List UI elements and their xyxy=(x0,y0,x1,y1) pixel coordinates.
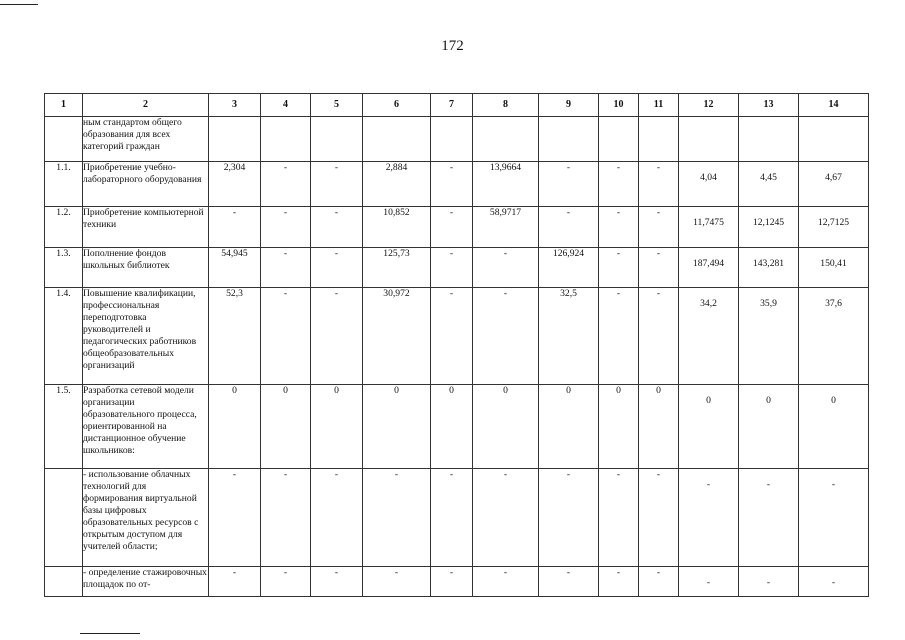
cell-value: 0 xyxy=(639,385,679,469)
cell-value: 0 xyxy=(679,385,739,469)
cell-value: 10,852 xyxy=(363,207,431,248)
row-number xyxy=(45,117,83,162)
table-row xyxy=(45,288,869,385)
cell-value: 0 xyxy=(363,385,431,469)
cell-value xyxy=(639,117,679,162)
row-description: ным стандартом общего образования для всех категорий граждан xyxy=(83,117,209,162)
cell-value: - xyxy=(739,567,799,597)
cell-value: - xyxy=(261,162,311,207)
table-row xyxy=(45,385,869,469)
cell-value: 0 xyxy=(209,385,261,469)
row-description: - определение стажировочных площадок по от- xyxy=(83,567,209,597)
cell-value: - xyxy=(311,567,363,597)
cell-value: 2,304 xyxy=(209,162,261,207)
table-row xyxy=(45,248,869,288)
cell-value: - xyxy=(539,207,599,248)
cell-value: 0 xyxy=(739,385,799,469)
cell-value: - xyxy=(679,567,739,597)
row-description: Приобретение учебно-лабораторного оборудования xyxy=(83,162,209,207)
row-number: 1.2. xyxy=(45,207,83,248)
cell-value: 126,924 xyxy=(539,248,599,288)
row-description: Повышение квалификации, профессиональная переподготовка руководителей и педагогических работников общеобразовательных организаций xyxy=(83,288,209,385)
cell-value: - xyxy=(639,288,679,385)
cell-value xyxy=(209,117,261,162)
cell-value xyxy=(311,117,363,162)
column-header: 3 xyxy=(209,94,261,117)
table-header-row xyxy=(45,94,869,117)
column-header: 6 xyxy=(363,94,431,117)
cell-value: - xyxy=(311,469,363,567)
cell-value: - xyxy=(431,248,473,288)
cell-value: 11,7475 xyxy=(679,207,739,248)
row-number xyxy=(45,469,83,567)
cell-value: - xyxy=(209,469,261,567)
cell-value: 0 xyxy=(431,385,473,469)
cell-value: - xyxy=(799,469,869,567)
cell-value: - xyxy=(799,567,869,597)
row-description: Приобретение компьютерной техники xyxy=(83,207,209,248)
column-header: 11 xyxy=(639,94,679,117)
cell-value: - xyxy=(599,248,639,288)
cell-value: - xyxy=(599,288,639,385)
column-header: 2 xyxy=(83,94,209,117)
row-number: 1.5. xyxy=(45,385,83,469)
cell-value: - xyxy=(311,162,363,207)
cell-value: 35,9 xyxy=(739,288,799,385)
cell-value: - xyxy=(431,469,473,567)
column-header: 12 xyxy=(679,94,739,117)
cell-value: - xyxy=(679,469,739,567)
cell-value: - xyxy=(261,567,311,597)
cell-value xyxy=(261,117,311,162)
cell-value: - xyxy=(473,469,539,567)
cell-value: - xyxy=(473,567,539,597)
cell-value: 0 xyxy=(799,385,869,469)
cell-value: 0 xyxy=(261,385,311,469)
column-header: 5 xyxy=(311,94,363,117)
page-number: 172 xyxy=(441,38,464,54)
cell-value: 32,5 xyxy=(539,288,599,385)
column-header: 9 xyxy=(539,94,599,117)
cell-value: - xyxy=(209,207,261,248)
cell-value: - xyxy=(739,469,799,567)
cell-value: - xyxy=(363,469,431,567)
cell-value: - xyxy=(599,207,639,248)
table-row xyxy=(45,567,869,597)
cell-value: - xyxy=(311,248,363,288)
cell-value: - xyxy=(639,248,679,288)
cell-value: - xyxy=(639,567,679,597)
cell-value xyxy=(431,117,473,162)
row-description: Пополнение фондов школьных библиотек xyxy=(83,248,209,288)
cell-value: - xyxy=(261,207,311,248)
column-header: 1 xyxy=(45,94,83,117)
cell-value: 12,1245 xyxy=(739,207,799,248)
cell-value: 58,9717 xyxy=(473,207,539,248)
cell-value: - xyxy=(261,469,311,567)
cell-value xyxy=(679,117,739,162)
cell-value: 34,2 xyxy=(679,288,739,385)
cell-value: - xyxy=(261,248,311,288)
column-header: 4 xyxy=(261,94,311,117)
row-description: Разработка сетевой модели организации образовательного процесса, ориентированной на дистанционное обучение школьников: xyxy=(83,385,209,469)
cell-value: - xyxy=(539,469,599,567)
cell-value: 12,7125 xyxy=(799,207,869,248)
cell-value: 125,73 xyxy=(363,248,431,288)
cell-value xyxy=(799,117,869,162)
cell-value: 2,884 xyxy=(363,162,431,207)
cell-value: - xyxy=(539,162,599,207)
cell-value xyxy=(473,117,539,162)
cell-value: 187,494 xyxy=(679,248,739,288)
column-header: 7 xyxy=(431,94,473,117)
cell-value: - xyxy=(311,207,363,248)
cell-value xyxy=(363,117,431,162)
cell-value: 52,3 xyxy=(209,288,261,385)
cell-value: 4,04 xyxy=(679,162,739,207)
cell-value: - xyxy=(539,567,599,597)
row-number: 1.1. xyxy=(45,162,83,207)
cell-value: 0 xyxy=(311,385,363,469)
row-number xyxy=(45,567,83,597)
cell-value: - xyxy=(431,288,473,385)
cell-value: - xyxy=(431,162,473,207)
table-row xyxy=(45,162,869,207)
cell-value: - xyxy=(431,567,473,597)
column-header: 13 xyxy=(739,94,799,117)
cell-value: 30,972 xyxy=(363,288,431,385)
cell-value: - xyxy=(599,469,639,567)
cell-value: 54,945 xyxy=(209,248,261,288)
cell-value xyxy=(539,117,599,162)
row-description: - использование облачных технологий для формирования виртуальной базы цифровых образовательных ресурсов с открытым доступом для учителей области; xyxy=(83,469,209,567)
column-header: 8 xyxy=(473,94,539,117)
cell-value: - xyxy=(209,567,261,597)
cell-value: - xyxy=(599,162,639,207)
cell-value: - xyxy=(431,207,473,248)
cell-value: - xyxy=(473,288,539,385)
cell-value: 0 xyxy=(539,385,599,469)
column-header: 10 xyxy=(599,94,639,117)
row-number: 1.4. xyxy=(45,288,83,385)
cell-value: 4,45 xyxy=(739,162,799,207)
cell-value: - xyxy=(599,567,639,597)
cell-value: 37,6 xyxy=(799,288,869,385)
column-header: 14 xyxy=(799,94,869,117)
cell-value xyxy=(739,117,799,162)
table-body xyxy=(45,117,869,597)
cell-value: 150,41 xyxy=(799,248,869,288)
cell-value: 143,281 xyxy=(739,248,799,288)
cell-value: - xyxy=(311,288,363,385)
cell-value: 0 xyxy=(599,385,639,469)
cell-value: 0 xyxy=(473,385,539,469)
table-row xyxy=(45,207,869,248)
cell-value: - xyxy=(639,162,679,207)
cell-value: - xyxy=(473,248,539,288)
table-row xyxy=(45,469,869,567)
cell-value: - xyxy=(639,469,679,567)
cell-value xyxy=(599,117,639,162)
cell-value: - xyxy=(363,567,431,597)
bottom-edge-rule xyxy=(80,633,140,634)
cell-value: - xyxy=(261,288,311,385)
top-edge-rule xyxy=(0,4,38,5)
budget-table xyxy=(44,93,869,597)
cell-value: 13,9664 xyxy=(473,162,539,207)
cell-value: - xyxy=(639,207,679,248)
cell-value: 4,67 xyxy=(799,162,869,207)
table-row xyxy=(45,117,869,162)
row-number: 1.3. xyxy=(45,248,83,288)
